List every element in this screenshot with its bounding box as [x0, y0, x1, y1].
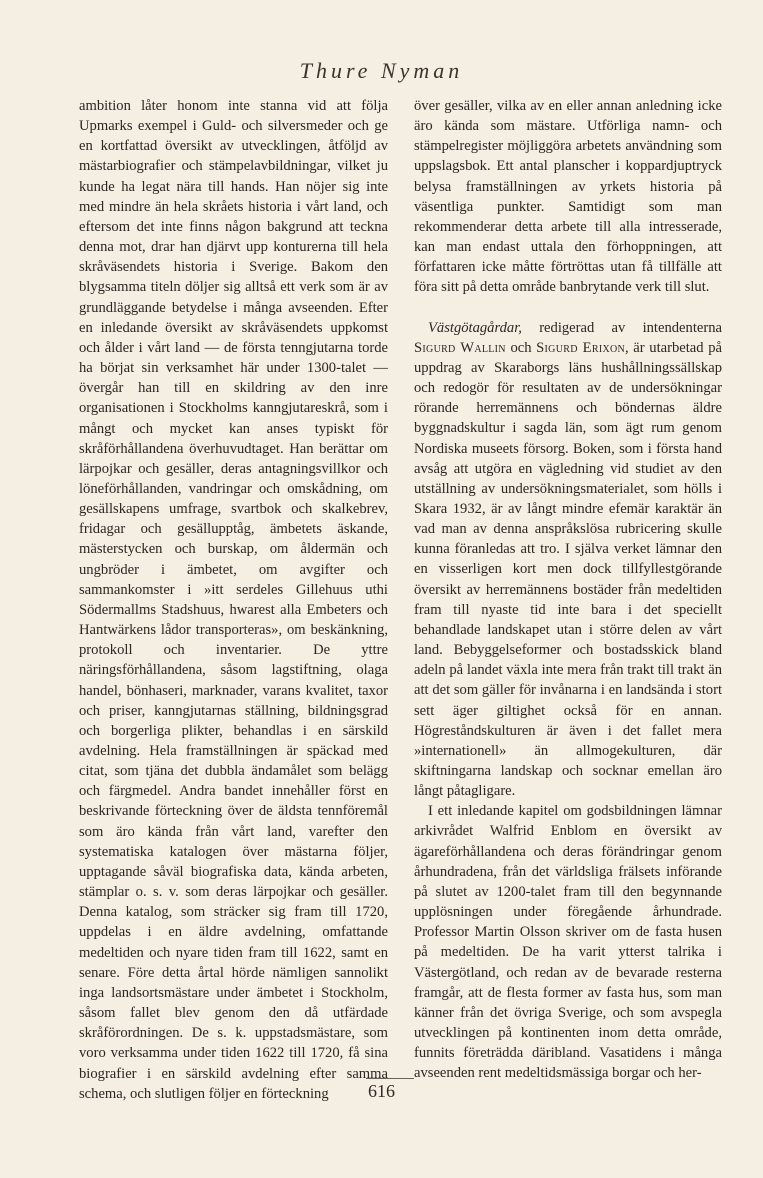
left-column-paragraph: ambition låter honom inte stanna vid att följa Upmarks exempel i Guld- och silversmeder och ge en kortfattad översikt av utvecklingen, åtföljd av mästarbiografier och stämpelavbildningar, vilket ju kunde ha legat nära till hands. Han nöjer sig inte med mindre än hela skråets historia i vårt land, och eftersom det inte finns någon bakgrund att teckna denna mot, drar han djärvt upp konturerna till hela skråväsendets historia i Sverige. Bakom den blygsamma titeln döljer sig alltså ett verk som är av grundläggande betydelse i många avseenden. Efter en inledande översikt av skråväsendets uppkomst och ålder i vårt land — de första tenngjutarna torde ha börjat sin verksamhet här under 1300-talet — övergår han till en skildring av den inre organisationen i Stockholms kanngjutareskrå, som i mångt och mycket kan anses typiskt för skråförhållandena överhuvudtaget. Han berättar om lärpojkar och gesäller, deras antagningsvillkor och löneförhållanden, vandringar och omskådning, om gesällskapens umfrage, svartbok och skalkebrev, fridagar och gesällupptåg, ämbetets äskande, mästerstycken och burskap, om åldermän och ungbröder i ämbetet, om avgifter och sammankomster i »itt serdeles Gillehuus uthi Södermallms Stadshuus, hwarest alla Embeters och Hantwärkens lådor transporteras», om beskänkning, protokoll och inventarier. De yttre näringsförhållandena, såsom lagstiftning, olaga handel, bönhaseri, marknader, varans kvalitet, taxor och priser, kanngjutarnas ställning, bildningsgrad och borgerliga plikter, behandlas i en särskild avdelning. Hela framställningen är späckad med citat, som tjäna det dubbla ändamålet som belägg och färgmedel. Andra bandet innehåller först en beskrivande förteckning över de äldsta tennföremål som äro kända från vårt land, varefter den systematiska katalogen över mästarna följer, upptagande såväl biografiska data, kända arbeten, stämplar o. s. v. som deras lärpojkar och gesäller. Denna katalog, som sträcker sig fram till 1720, uppdelas i en äldre avdelning, omfattande medeltiden och nyare tiden fram till 1622, samt en senare. Före detta årtal hörde nämligen sannolikt inga landsortsmästare under ämbetet i Stockholm, såsom fallet blev genom den då utfärdade skråförordningen. De s. k. uppstadsmästare, som voro verksamma under tiden 1622 till 1720, få sina biografier i en särskild avdelning efter samma schema, och slutligen följer en förteckning: [79, 98, 388, 1102]
paragraph-2-text-a: redigerad av intendenterna: [521, 319, 722, 336]
right-column-paragraph-3: I ett inledande kapitel om godsbildningen lämnar arkivrådet Walfrid Enblom en översikt av ägareförhållandena och deras förändringar genom århundradena, från det världsliga frälsets införande på slutet av 1200-talet fram till den begynnande upplösningen under föregående århundrade. Professor Martin Olsson skriver om de fasta husen på medeltiden. De ha varit ytterst talrika i Västergötland, och redan av de bevarade resterna framgår, att de flesta former av fasta hus, som man känner från det övriga Sverige, och som avspegla utvecklingen på kontinenten inom detta område, funnits företrädda däribland. Vasatidens i många avseenden rent medeltidsmässiga borgar och her-: [414, 803, 722, 1082]
right-column-paragraph-1: över gesäller, vilka av en eller annan anledning icke äro kända som mästare. Utförliga namn- och stämpelregister möjliggöra arbetets användning som uppslagsbok. Ett antal planscher i koppardjuptryck belysa framställningen av yrkets historia på väsentliga punkter. Samtidigt som man rekommenderar detta arbete till alla intresserade, kan man endast uttala den förhoppningen, att författaren icke måtte förtröttas utan få tillfälle att föra sitt på detta område banbrytande verk till slut.: [414, 98, 722, 296]
paragraph-2-text-b: och: [505, 339, 537, 356]
book-title: Västgötagårdar,: [428, 319, 522, 336]
paragraph-spacer: [414, 298, 722, 318]
editor-name-1: Sigurd Wallin: [414, 339, 506, 356]
editor-name-2: Sigurd Erixon: [536, 339, 626, 356]
page-number-rule: [366, 1078, 414, 1079]
paragraph-2-text-c: , är utarbetad på uppdrag av Skaraborgs läns hushållningssällskap och redogör för resultaten av de undersökningar rörande herremännens och böndernas äldre byggnadskultur i sagda län, som ägt rum genom Nordiska museets försorg. Boken, som i första hand avsåg att utgöra en vägledning vid studiet av den utställning av undersökningsmaterialet, som hölls i Skara 1932, är av långt mindre efemär karaktär än vad man av denna anspråkslösa rubricering skulle kunna föranledas att tro. I själva verket lämnar den en visserligen kort men dock tillfyllestgörande översikt av herremännens bostäder från medeltiden fram till nyaste tid inte bara i det speciellt behandlade landskapet utan i större delen av vårt land. Bebyggelseformer och bostadsskick bland adeln på landet växla inte mera från trakt till trakt än att det som gäller för invånarna i en landsända i stort sett äger giltighet också för en annan. Högreståndskulturen är även i det fallet mera »internationell» än allmogekulturen, där skiftningarna landskap och socknar emellan äro långt påtagligare.: [414, 339, 722, 800]
left-column: [79, 96, 388, 1104]
page-number: 616: [368, 1081, 395, 1101]
right-column-paragraph-2: [414, 318, 722, 802]
running-header-author: Thure Nyman: [299, 58, 464, 83]
right-column: [414, 96, 722, 1084]
